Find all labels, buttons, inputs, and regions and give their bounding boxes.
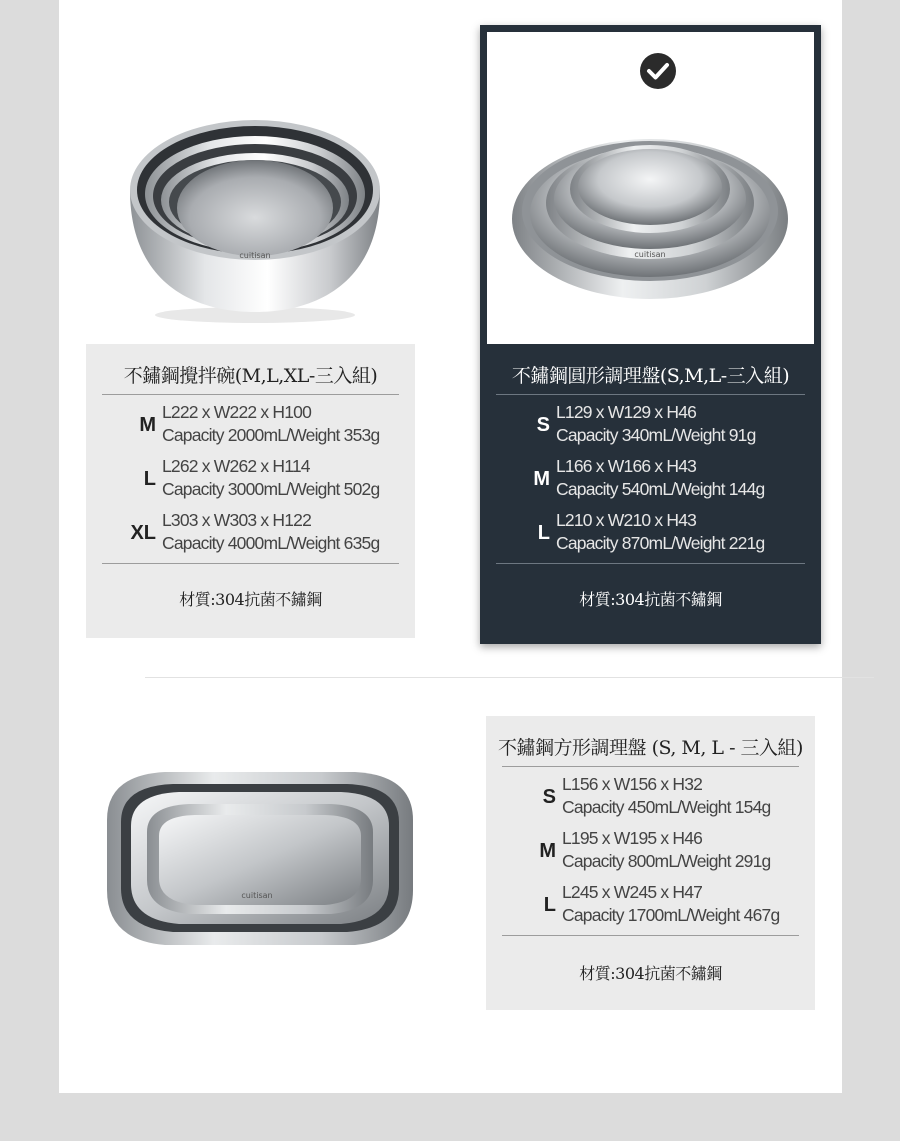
size-row	[486, 773, 815, 825]
capacity-weight: Capacity 340mL/Weight 91g	[556, 425, 756, 445]
brand-logo: cuitisan	[239, 251, 271, 260]
product-card-mixing-bowl	[86, 344, 415, 638]
divider	[102, 563, 399, 564]
round-bowl-set-image	[500, 107, 800, 307]
size-row	[480, 401, 821, 453]
material-text: 材質:304抗菌不鏽鋼	[579, 964, 722, 983]
capacity-weight: Capacity 870mL/Weight 221g	[556, 533, 765, 553]
size-specs	[556, 509, 764, 555]
material-text: 材質:304抗菌不鏽鋼	[179, 590, 322, 609]
divider	[496, 563, 805, 564]
capacity-weight: Capacity 3000mL/Weight 502g	[162, 479, 380, 499]
round-bowl-image-panel	[487, 32, 814, 344]
dimensions: L262 x W262 x H114	[162, 456, 310, 476]
size-label: S	[542, 786, 556, 808]
capacity-weight: Capacity 2000mL/Weight 353g	[162, 425, 380, 445]
size-row	[480, 455, 821, 507]
capacity-weight: Capacity 4000mL/Weight 635g	[162, 533, 380, 553]
size-label: L	[537, 522, 550, 544]
size-specs	[162, 509, 379, 555]
size-label: M	[533, 468, 550, 490]
divider	[496, 394, 805, 395]
capacity-weight: Capacity 800mL/Weight 291g	[562, 851, 771, 871]
capacity-weight: Capacity 540mL/Weight 144g	[556, 479, 765, 499]
dimensions: L195 x W195 x H46	[562, 828, 703, 848]
size-row	[86, 509, 415, 561]
size-specs	[562, 773, 770, 819]
size-row	[480, 509, 821, 561]
product-title: 不鏽鋼方形調理盤 (S, M, L - 三入組)	[498, 737, 803, 759]
size-specs	[556, 455, 764, 501]
size-label: L	[543, 894, 556, 916]
size-label: M	[139, 414, 156, 436]
horizontal-divider	[145, 677, 874, 678]
size-specs	[562, 881, 779, 927]
dimensions: L245 x W245 x H47	[562, 882, 703, 902]
size-specs	[562, 827, 770, 873]
dimensions: L129 x W129 x H46	[556, 402, 697, 422]
material-text: 材質:304抗菌不鏽鋼	[579, 590, 722, 609]
product-card-square-tray	[486, 716, 815, 1010]
size-label: S	[536, 414, 550, 436]
size-row	[486, 881, 815, 933]
capacity-weight: Capacity 450mL/Weight 154g	[562, 797, 771, 817]
dimensions: L166 x W166 x H43	[556, 456, 697, 476]
dimensions: L303 x W303 x H122	[162, 510, 312, 530]
divider	[502, 935, 799, 936]
brand-logo: cuitisan	[241, 891, 273, 900]
square-tray-set-image	[95, 760, 425, 970]
size-specs	[556, 401, 756, 447]
product-card-round-bowl	[480, 344, 821, 638]
product-title: 不鏽鋼攪拌碗(M,L,XL-三入組)	[123, 365, 378, 387]
size-specs	[162, 401, 379, 447]
size-specs	[162, 455, 379, 501]
product-title: 不鏽鋼圓形調理盤(S,M,L-三入組)	[511, 365, 790, 387]
dimensions: L210 x W210 x H43	[556, 510, 697, 530]
divider	[502, 766, 799, 767]
mixing-bowl-set-image	[110, 90, 400, 330]
dimensions: L156 x W156 x H32	[562, 774, 703, 794]
size-row	[486, 827, 815, 879]
divider	[102, 394, 399, 395]
size-label: L	[143, 468, 156, 490]
capacity-weight: Capacity 1700mL/Weight 467g	[562, 905, 780, 925]
size-row	[86, 455, 415, 507]
size-row	[86, 401, 415, 453]
size-label: M	[539, 840, 556, 862]
check-circle-icon	[640, 53, 676, 89]
brand-logo: cuitisan	[634, 250, 666, 259]
size-label: XL	[130, 522, 156, 544]
dimensions: L222 x W222 x H100	[162, 402, 312, 422]
